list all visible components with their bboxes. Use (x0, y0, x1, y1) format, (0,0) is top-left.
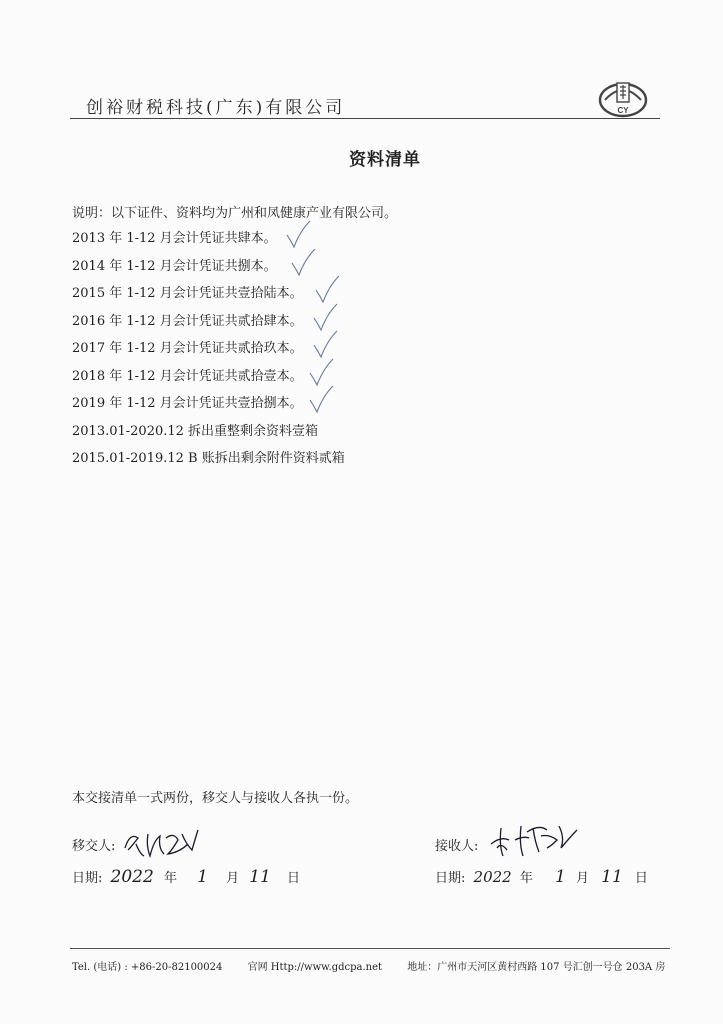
receiver-date-label: 日期: (435, 871, 466, 886)
check-mark-icon (308, 357, 334, 387)
copies-note: 本交接清单一式两份，移交人与接收人各执一份。 (72, 791, 359, 806)
list-item-text: 2015.01-2019.12 B 账拆出剩余附件资料贰箱 (72, 451, 345, 466)
list-item (72, 257, 345, 285)
receiver-month: 1 (555, 867, 566, 887)
transferor-date-label: 日期: (72, 871, 103, 886)
footer-website: 官网 Http://www.gdcpa.net (247, 962, 383, 973)
list-item (72, 339, 345, 367)
list-item (72, 284, 345, 312)
receiver-year: 2022 (473, 868, 512, 886)
check-mark-icon (308, 384, 334, 414)
company-logo-icon (597, 78, 649, 120)
transferor-date-row (72, 862, 300, 892)
material-list (72, 229, 345, 477)
list-item-text: 2018 年 1-12 月会计凭证共贰拾壹本。 (72, 368, 303, 384)
list-item (72, 367, 345, 395)
transferor-year: 2022 (110, 867, 154, 887)
check-mark-icon (290, 247, 316, 277)
check-mark-icon (312, 302, 338, 332)
check-mark-icon (314, 274, 340, 304)
year-label: 年 (519, 871, 533, 886)
check-mark-icon (285, 219, 311, 249)
list-item (72, 394, 345, 422)
company-name: 创裕财税科技(广东)有限公司 (86, 98, 346, 118)
receiver-row (435, 832, 648, 862)
header-divider (70, 118, 660, 119)
document-title: 资料清单 (349, 150, 421, 170)
list-item-text: 2016 年 1-12 月会计凭证共贰拾肆本。 (72, 313, 303, 329)
transferor-label: 移交人: (72, 839, 116, 854)
receiver-label: 接收人: (435, 839, 479, 854)
document-description: 说明：以下证件、资料均为广州和凤健康产业有限公司。 (72, 206, 398, 221)
logo-text: CY (617, 106, 629, 115)
list-item-text: 2013.01-2020.12 拆出重整剩余资料壹箱 (72, 423, 319, 439)
transferor-day: 11 (249, 867, 271, 887)
footer-address: 地址：广州市天河区黄村西路 107 号汇创一号仓 203A 房 (407, 962, 666, 973)
list-item (72, 312, 345, 340)
month-label: 月 (226, 871, 240, 886)
list-item-text: 2014 年 1-12 月会计凭证共捌本。 (72, 258, 277, 274)
transferor-signature (122, 826, 200, 864)
list-item-text: 2015 年 1-12 月会计凭证共壹拾陆本。 (72, 286, 303, 301)
transferor-row (72, 832, 300, 862)
day-label: 日 (287, 871, 301, 886)
list-item-text: 2013 年 1-12 月会计凭证共肆本。 (72, 231, 277, 246)
list-item-text: 2019 年 1-12 月会计凭证共壹拾捌本。 (72, 396, 303, 411)
year-label: 年 (163, 871, 177, 886)
receiver-signature (487, 818, 579, 860)
footer-divider (70, 948, 670, 949)
day-label: 日 (634, 871, 648, 886)
list-item-text: 2017 年 1-12 月会计凭证共贰拾玖本。 (72, 341, 303, 356)
transferor-month: 1 (197, 867, 208, 887)
month-label: 月 (575, 871, 589, 886)
check-mark-icon (312, 329, 338, 359)
receiver-block (435, 832, 648, 892)
receiver-date-row (435, 862, 648, 892)
list-item (72, 449, 345, 477)
receiver-day: 11 (601, 867, 623, 887)
list-item (72, 422, 345, 450)
transferor-block (72, 832, 300, 892)
footer (72, 958, 687, 973)
footer-tel: Tel. (电话) : +86-20-82100024 (72, 962, 223, 973)
